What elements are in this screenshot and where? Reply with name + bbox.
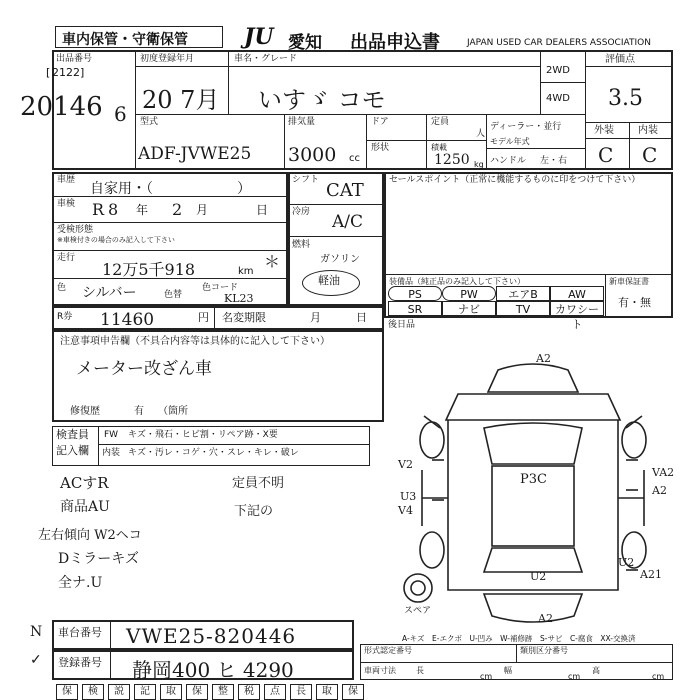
notes-text: メーター改ざん車 xyxy=(76,359,212,379)
manual-value: 有・無 xyxy=(618,296,651,309)
mark-u2-right: U2 xyxy=(618,556,635,569)
inspection-era: R xyxy=(92,200,105,219)
first-reg-value: 20 7月 xyxy=(142,86,220,114)
check-mark-n: N xyxy=(30,624,43,640)
equipment-item: TV xyxy=(496,301,550,316)
storage-tag-text: 車内保管・守衛保管 xyxy=(62,32,188,48)
diagram-note-1: 定員不明 xyxy=(232,476,285,491)
equipment-item: AW xyxy=(550,286,604,301)
usage-value: 自家用・（ ） xyxy=(90,181,251,197)
manual-label: 新車保証書 xyxy=(609,277,649,286)
association-name: JAPAN USED CAR DEALERS ASSOCIATION xyxy=(467,38,651,48)
inspection-day-unit: 日 xyxy=(256,203,269,217)
name-change-day: 日 xyxy=(356,311,367,324)
capacity-label: 定員 xyxy=(431,117,450,127)
equipment-item: ナビ xyxy=(442,301,496,316)
handle-options: 左・右 xyxy=(540,156,568,166)
mark-u2-rear: U2 xyxy=(530,570,547,583)
rear-label: 後日品 xyxy=(388,320,416,330)
inspection-month-unit: 月 xyxy=(196,203,209,217)
equipment-item: エアB xyxy=(496,286,550,301)
equipment-item: SR xyxy=(388,301,442,316)
dim-width: 幅 xyxy=(504,666,512,675)
prefecture-title: 愛知 xyxy=(288,33,322,53)
handle-label: ハンドル xyxy=(490,156,527,166)
dim-length-unit: cm xyxy=(480,672,493,681)
model-name-label: 車名・グレード xyxy=(234,54,298,64)
repair-label: 修復歴 xyxy=(70,406,100,417)
load-unit: kg xyxy=(474,160,484,169)
doors-label: ドア xyxy=(371,117,389,127)
mark-a2-top: A2 xyxy=(536,352,551,365)
usage-label: 車歴 xyxy=(57,175,76,185)
shape-label: 形状 xyxy=(371,143,390,153)
repair-place: （箇所 xyxy=(158,406,188,417)
color-replace-label: 色替 xyxy=(164,290,183,300)
interior-label: 内装 xyxy=(638,125,658,136)
lot-label: 出品番号 xyxy=(56,54,93,64)
hand-note-1: ACすR xyxy=(60,474,109,492)
fuel-diesel: 軽油 xyxy=(318,274,340,287)
capacity-unit: 人 xyxy=(476,129,486,139)
footer-stamp-box: 保 xyxy=(56,684,78,700)
model-code-label: 型式 xyxy=(140,117,159,127)
recycle-value: 11460 xyxy=(100,310,155,330)
fuel-gas: ガソリン xyxy=(320,254,360,265)
equipment-label: 装備品（純正品のみ記入して下さい） xyxy=(389,277,525,286)
displacement-label: 排気量 xyxy=(288,117,316,127)
footer-stamp-box: 検 xyxy=(82,684,104,700)
shift-label: シフト xyxy=(292,175,320,185)
color-label: 色 xyxy=(57,283,67,293)
inspector-label-2: 記入欄 xyxy=(56,444,89,457)
mark-a2-right: A2 xyxy=(652,484,667,497)
mark-va2-right: VA2 xyxy=(652,466,675,479)
footer-stamp-box: 取 xyxy=(316,684,338,700)
frame-number-label: 車台番号 xyxy=(58,626,102,639)
score-label: 評価点 xyxy=(605,54,635,65)
ac-label: 冷房 xyxy=(292,207,311,217)
mileage-mark: ＊ xyxy=(264,252,281,271)
interior-check-items: キズ・汚レ・コゲ・穴・スレ・キレ・破レ xyxy=(128,448,299,458)
footer-stamp-box: 整 xyxy=(212,684,234,700)
mileage-unit: km xyxy=(238,266,254,277)
registration-label: 登録番号 xyxy=(58,656,102,669)
mark-u3-left: U3 xyxy=(400,490,417,503)
lot-subnumber-open: [ xyxy=(46,66,51,79)
ju-logo: JU xyxy=(244,24,274,50)
notes-label: 注意事項申告欄（不具合内容等は具体的に記入して下さい） xyxy=(60,336,330,347)
equipment-item: カワシート xyxy=(550,301,604,316)
lot-suffix: 6 xyxy=(114,102,127,126)
lot-number: 20146 xyxy=(20,92,103,122)
inspection-month: 2 xyxy=(172,200,183,219)
wd-option-4: 4WD xyxy=(546,93,570,104)
footer-stamp-box: 税 xyxy=(238,684,260,700)
recycle-label: R券 xyxy=(57,312,73,322)
repair-value: 有 xyxy=(134,406,144,417)
interior-check-label: 内装 xyxy=(102,448,121,458)
spec-col-1: 形式認定番号 xyxy=(364,646,412,655)
mark-p3c: P3C xyxy=(520,472,547,487)
diagram-note-2: 下記の xyxy=(234,504,274,519)
mark-a2-bottom: A2 xyxy=(538,612,553,625)
dim-length: 長 xyxy=(416,666,424,675)
hand-note-5: 全ナ.U xyxy=(58,575,103,591)
displacement-value: 3000 xyxy=(288,144,337,166)
shift-value: CAT xyxy=(326,180,364,201)
dim-label: 車両寸法 xyxy=(364,666,396,675)
mileage-label: 走行 xyxy=(57,253,76,263)
mark-v2-left: V2 xyxy=(398,458,413,471)
ac-value: A/C xyxy=(332,212,364,232)
footer-stamp-box: 保 xyxy=(186,684,208,700)
score-value: 3.5 xyxy=(608,86,643,111)
model-name-value: いすゞ コモ xyxy=(258,86,386,114)
color-code-label: 色コード xyxy=(202,283,239,293)
recycle-unit: 円 xyxy=(198,311,209,324)
footer-stamp-box: 保 xyxy=(342,684,364,700)
hand-note-4: Dミラーキズ xyxy=(58,551,139,567)
exterior-value: C xyxy=(598,143,614,167)
fw-items: キズ・飛石・ヒビ割・リペア跡・X要 xyxy=(128,430,278,440)
spec-col-2: 類別区分番号 xyxy=(520,646,568,655)
exterior-label: 外装 xyxy=(594,125,614,136)
inspection-year-unit: 年 xyxy=(136,203,149,217)
mark-a21: A21 xyxy=(640,568,662,581)
inspector-label-1: 検査員 xyxy=(56,428,89,441)
spare-label: スペア xyxy=(404,606,432,616)
lot-subnumber-close: ] xyxy=(80,66,85,79)
footer-stamp-box: 説 xyxy=(108,684,130,700)
lot-subnumber: 2122 xyxy=(52,66,80,79)
check-mark-v: ✓ xyxy=(30,652,42,668)
inspection-label: 車検 xyxy=(57,199,76,209)
wd-option-2: 2WD xyxy=(546,65,570,76)
interior-value: C xyxy=(642,143,658,167)
fw-label: FW xyxy=(104,430,119,440)
mark-v4-left: V4 xyxy=(398,504,413,517)
inspection-note-sub: ※車検付きの場合のみ記入して下さい xyxy=(57,236,175,244)
dim-height-unit: cm xyxy=(652,672,665,681)
inspection-note-label: 受検形態 xyxy=(57,225,94,235)
model-code-value: ADF-JVWE25 xyxy=(138,144,252,164)
color-code-value: KL23 xyxy=(224,292,254,305)
registration-value: 静岡400 ヒ 4290 xyxy=(132,658,294,682)
selling-points-label: セールスポイント（正常に機能するものに印をつけて下さい） xyxy=(389,175,641,185)
name-change-month: 月 xyxy=(310,311,321,324)
document-title: 出品申込書 xyxy=(350,32,440,53)
hand-note-3: 左右傾向 W2ヘコ xyxy=(38,528,142,543)
first-reg-label: 初度登録年月 xyxy=(140,54,195,64)
displacement-unit: cc xyxy=(349,153,360,164)
footer-stamp-box: 点 xyxy=(264,684,286,700)
model-year-label: モデル年式 xyxy=(490,137,530,146)
inspection-year: 8 xyxy=(108,200,119,219)
mileage-value: 12万5千918 xyxy=(102,260,196,279)
equipment-item: PS xyxy=(388,286,442,301)
dim-height: 高 xyxy=(592,666,600,675)
dealer-label: ディーラー・並行 xyxy=(490,122,562,132)
frame-number-value: VWE25-820446 xyxy=(126,624,297,648)
footer-stamp-box: 長 xyxy=(290,684,312,700)
dim-width-unit: cm xyxy=(568,672,581,681)
damage-legend: A-キズ E-エクボ U-凹み W-補修跡 S-サビ C-腐食 XX-交換済 xyxy=(402,634,636,643)
name-change-label: 名変期限 xyxy=(222,311,266,324)
fuel-label: 燃料 xyxy=(292,240,311,250)
footer-stamp-box: 取 xyxy=(160,684,182,700)
equipment-item: PW xyxy=(442,286,496,301)
load-label: 積載 xyxy=(431,143,447,152)
color-value: シルバー xyxy=(82,285,137,301)
load-value: 1250 xyxy=(434,152,470,168)
hand-note-2: 商品AU xyxy=(60,499,110,515)
footer-stamp-box: 記 xyxy=(134,684,156,700)
